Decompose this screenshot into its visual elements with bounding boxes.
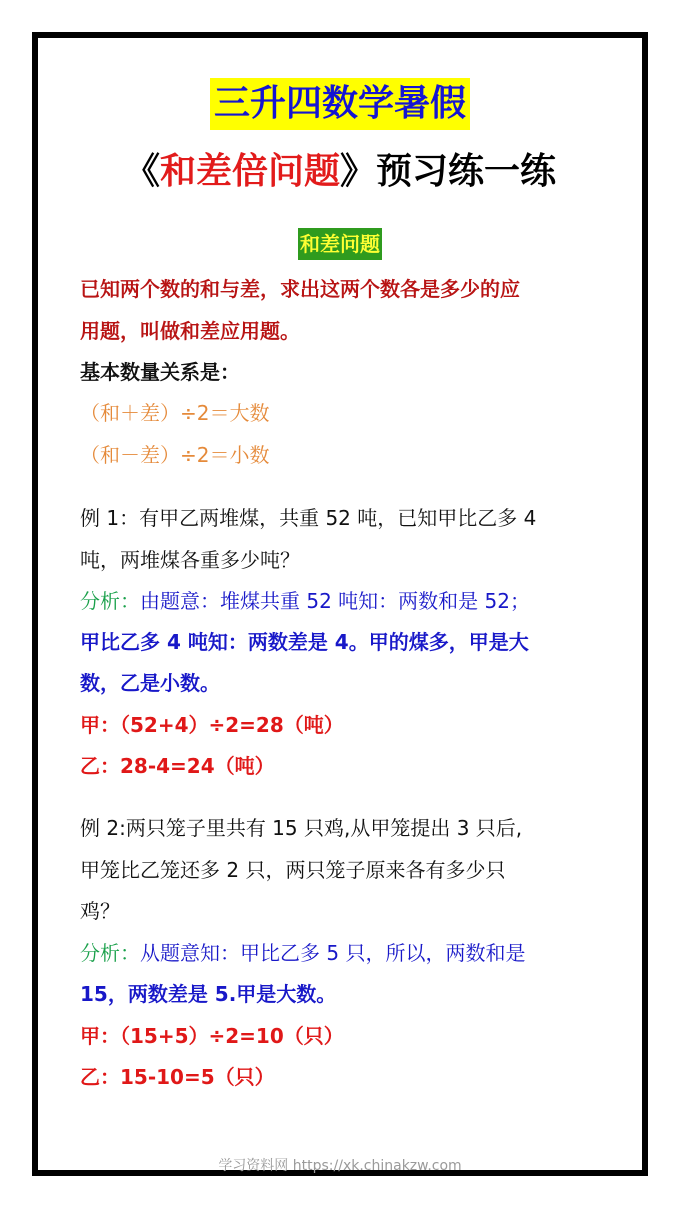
- example1-analysis-line-1: [80, 586, 620, 616]
- section-heading: 和差问题: [298, 228, 382, 260]
- sub-title-highlight: 和差倍问题: [159, 151, 340, 192]
- main-title: 三升四数学暑假: [210, 78, 470, 130]
- example2-answer-2: 乙：15-10=5（只）: [80, 1065, 275, 1089]
- example2-analysis-label: 分析：: [80, 941, 140, 965]
- example1-question-line-1: 例 1：有甲乙两堆煤，共重 52 吨，已知甲比乙多 4: [80, 506, 537, 530]
- example2-question-line-1: 例 2:两只笼子里共有 15 只鸡,从甲笼提出 3 只后,: [80, 816, 523, 840]
- example1-answer-1: 甲：（52+4）÷2=28（吨）: [80, 713, 344, 737]
- example1-analysis-text-1: 由题意：堆煤共重 52 吨知：两数和是 52；: [140, 589, 530, 613]
- example1-analysis-line-2: 甲比乙多 4 吨知：两数差是 4。甲的煤多，甲是大: [80, 630, 529, 654]
- example2-analysis-text-1: 从题意知：甲比乙多 5 只，所以，两数和是: [140, 941, 526, 965]
- definition-line-2: 用题，叫做和差应用题。: [80, 319, 300, 343]
- example2-question-line-2: 甲笼比乙笼还多 2 只，两只笼子原来各有多少只: [80, 858, 506, 882]
- watermark: 学习资料网 https://xk.chinakzw.com: [218, 1158, 462, 1174]
- title-row: [38, 78, 642, 130]
- example2-analysis-line-2: 15，两数差是 5.甲是大数。: [80, 982, 337, 1006]
- example2-answer-1: 甲：（15+5）÷2=10（只）: [80, 1024, 344, 1048]
- relation-label: 基本数量关系是：: [80, 360, 240, 384]
- formula-big: （和＋差）÷2＝大数: [80, 401, 270, 425]
- sub-title-open: 《: [123, 151, 160, 192]
- example1-question-line-2: 吨，两堆煤各重多少吨？: [80, 548, 300, 572]
- page-frame: [32, 32, 648, 1176]
- example2-analysis-line-1: [80, 938, 620, 968]
- definition-line-1: 已知两个数的和与差，求出这两个数各是多少的应: [80, 277, 520, 301]
- sub-title-close: 》预习练一练: [340, 151, 557, 192]
- example1-analysis-label: 分析：: [80, 589, 140, 613]
- example1-analysis-line-3: 数，乙是小数。: [80, 671, 220, 695]
- section-heading-row: [38, 228, 642, 260]
- sub-title: [38, 146, 642, 198]
- example1-answer-2: 乙：28-4=24（吨）: [80, 754, 275, 778]
- formula-small: （和－差）÷2＝小数: [80, 443, 270, 467]
- example2-question-line-3: 鸡？: [80, 899, 120, 923]
